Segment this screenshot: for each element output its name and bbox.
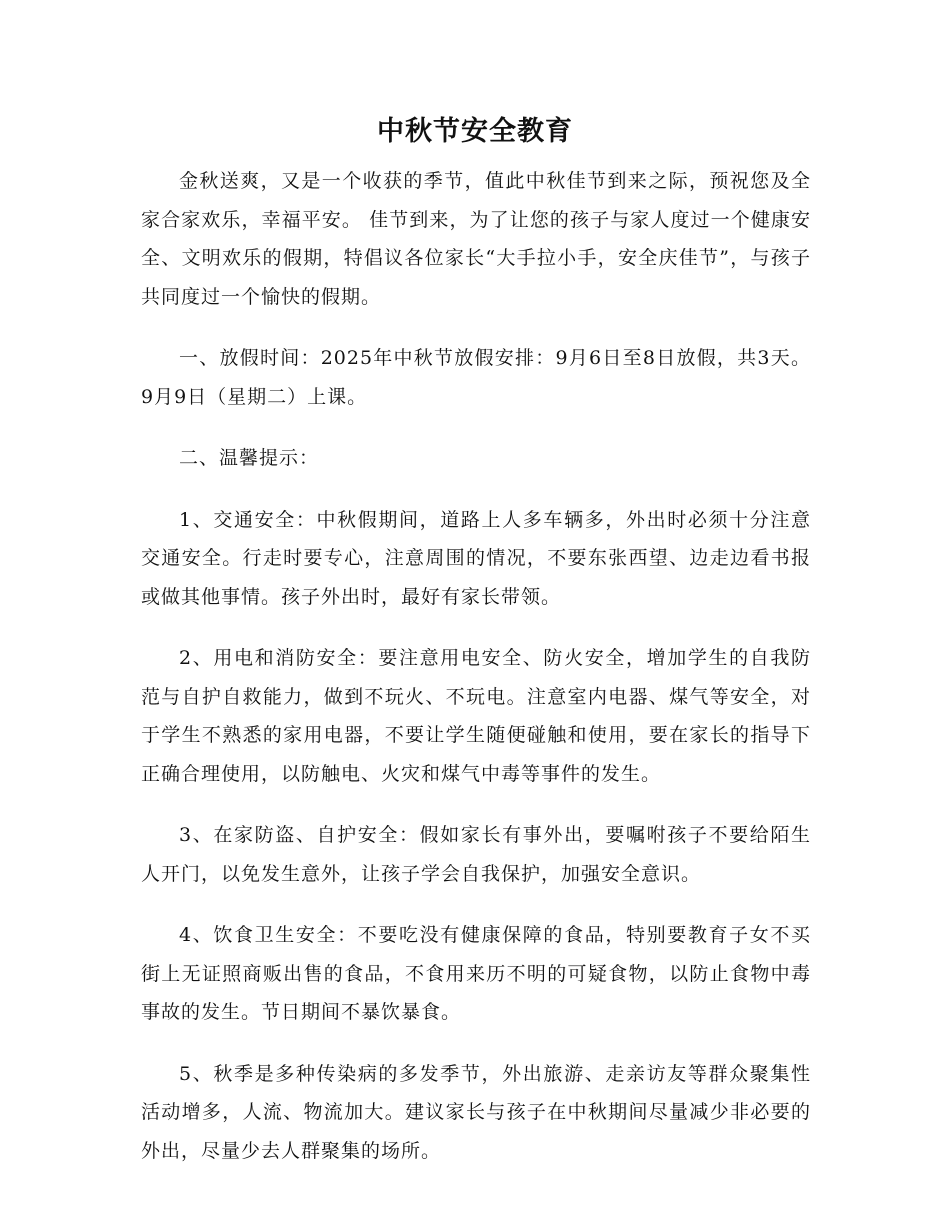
traffic-safety-paragraph: 1、交通安全：中秋假期间，道路上人多车辆多，外出时必须十分注意交通安全。行走时要专心，注意周围的情况，不要东张西望、边走边看书报或做其他事情。孩子外出时，最好有家长带领。 [141,508,811,608]
holiday-schedule-paragraph: 一、放假时间：2025年中秋节放假安排：9月6日至8日放假，共3天。9月9日（星期二）上课。 [141,347,811,408]
document-body [141,162,811,1193]
electric-fire-safety-paragraph: 2、用电和消防安全：要注意用电安全、防火安全，增加学生的自我防范与自护自救能力，做到不玩火、不玩电。注意室内电器、煤气等安全，对于学生不熟悉的家用电器，不要让学生随便碰触和使用，要在家长的指导下正确合理使用，以防触电、火灾和煤气中毒等事件的发生。 [141,647,811,785]
food-safety-paragraph: 4、饮食卫生安全：不要吃没有健康保障的食品，特别要教育子女不买街上无证照商贩出售的食品，不食用来历不明的可疑食物，以防止食物中毒事故的发生。节日期间不暴饮暴食。 [141,924,811,1023]
tips-heading: 二、温馨提示： [179,447,320,469]
home-security-paragraph: 3、在家防盗、自护安全：假如家长有事外出，要嘱咐孩子不要给陌生人开门，以免发生意外，让孩子学会自我保护，加强安全意识。 [141,824,811,885]
intro-paragraph: 金秋送爽，又是一个收获的季节，值此中秋佳节到来之际，预祝您及全家合家欢乐，幸福平安。 佳节到来，为了让您的孩子与家人度过一个健康安全、文明欢乐的假期，特倡议各位家长“大手拉小手，安全庆佳节”，与孩子共同度过一个愉快的假期。 [141,170,811,308]
document-title: 中秋节安全教育 [377,116,573,147]
disease-prevention-paragraph: 5、秋季是多种传染病的多发季节，外出旅游、走亲访友等群众聚集性活动增多，人流、物流加大。建议家长与孩子在中秋期间尽量减少非必要的外出，尽量少去人群聚集的场所。 [141,1062,811,1162]
